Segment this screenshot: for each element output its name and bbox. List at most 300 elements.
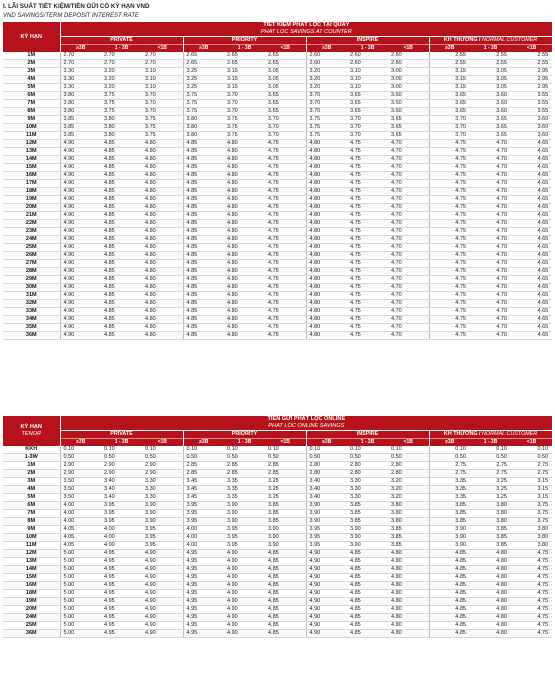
sub-header: ≥3B — [429, 45, 470, 53]
rate-cell: 3.50 — [60, 486, 101, 494]
rate-cell: 4.85 — [101, 332, 142, 340]
rate-cell: 4.75 — [265, 316, 306, 324]
rate-cell: 3.80 — [101, 132, 142, 140]
rate-cell: 3.90 — [224, 502, 265, 510]
rate-cell: 4.90 — [142, 590, 183, 598]
rate-cell: 4.70 — [388, 308, 429, 316]
rate-cell: 4.90 — [60, 276, 101, 284]
sub-header: <1B — [388, 45, 429, 53]
rate-cell: 4.75 — [347, 172, 388, 180]
rate-cell: 4.65 — [511, 324, 552, 332]
rate-cell: 3.25 — [470, 478, 511, 486]
rate-cell: 4.90 — [224, 558, 265, 566]
table-row — [3, 502, 552, 510]
rate-cell: 3.80 — [470, 518, 511, 526]
rate-cell: 2.60 — [306, 60, 347, 68]
rate-cell: 2.90 — [101, 470, 142, 478]
rate-cell: 4.70 — [388, 276, 429, 284]
rate-cell: 4.80 — [224, 212, 265, 220]
rate-cell: 3.55 — [511, 92, 552, 100]
rate-cell: 4.00 — [60, 510, 101, 518]
rate-cell: 4.75 — [429, 332, 470, 340]
rate-cell: 3.25 — [470, 486, 511, 494]
rate-cell: 3.85 — [388, 534, 429, 542]
rate-cell: 4.85 — [101, 148, 142, 156]
table-row — [3, 622, 552, 630]
rate-cell: 4.65 — [511, 284, 552, 292]
rate-cell: 4.90 — [60, 164, 101, 172]
table-row — [3, 244, 552, 252]
term-cell: 11M — [3, 132, 60, 140]
rate-cell: 4.90 — [60, 140, 101, 148]
rate-cell: 4.85 — [183, 148, 224, 156]
term-cell: 15M — [3, 574, 60, 582]
rate-cell: 4.75 — [265, 244, 306, 252]
rate-cell: 4.85 — [429, 622, 470, 630]
page-subtitle: VND SAVINGS/TERM DEPOSIT INTEREST RATE — [3, 13, 139, 19]
rate-cell: 3.35 — [224, 486, 265, 494]
rate-cell: 3.75 — [142, 124, 183, 132]
rate-cell: 4.80 — [306, 332, 347, 340]
term-cell: 4M — [3, 486, 60, 494]
rate-cell: 4.75 — [265, 188, 306, 196]
rate-cell: 3.05 — [265, 84, 306, 92]
group-private: PRIVATE — [60, 37, 183, 45]
rate-cell: 4.00 — [101, 542, 142, 550]
rate-cell: 4.65 — [511, 292, 552, 300]
table-row — [3, 60, 552, 68]
rate-cell: 4.70 — [470, 212, 511, 220]
rate-cell: 4.90 — [142, 598, 183, 606]
rate-cell: 4.70 — [388, 180, 429, 188]
rate-cell: 3.75 — [183, 108, 224, 116]
rate-cell: 4.80 — [142, 284, 183, 292]
term-cell: 24M — [3, 614, 60, 622]
rate-cell: 3.35 — [429, 494, 470, 502]
rate-cell: 3.75 — [183, 92, 224, 100]
rate-cell: 4.65 — [511, 228, 552, 236]
table-row — [3, 614, 552, 622]
rate-cell: 3.60 — [511, 132, 552, 140]
rate-cell: 0.50 — [265, 454, 306, 462]
rate-cell: 3.85 — [470, 534, 511, 542]
rate-cell: 4.85 — [347, 582, 388, 590]
rate-cell: 3.00 — [388, 76, 429, 84]
rate-cell: 4.80 — [142, 244, 183, 252]
rate-cell: 4.95 — [101, 598, 142, 606]
rate-cell: 3.85 — [470, 542, 511, 550]
rate-cell: 4.85 — [101, 292, 142, 300]
rate-cell: 3.70 — [142, 108, 183, 116]
term-cell: 20M — [3, 606, 60, 614]
rate-cell: 3.15 — [224, 84, 265, 92]
rate-cell: 4.70 — [470, 332, 511, 340]
term-cell: 11M — [3, 542, 60, 550]
rate-cell: 3.80 — [511, 534, 552, 542]
rate-cell: 3.75 — [101, 108, 142, 116]
rate-cell: 4.90 — [224, 630, 265, 638]
rate-cell: 4.85 — [347, 550, 388, 558]
rate-cell: 3.70 — [306, 100, 347, 108]
rate-cell: 3.85 — [429, 518, 470, 526]
rate-cell: 4.95 — [101, 614, 142, 622]
rate-cell: 4.90 — [60, 324, 101, 332]
rate-cell: 4.65 — [511, 308, 552, 316]
table-row — [3, 164, 552, 172]
rate-cell: 4.70 — [470, 196, 511, 204]
rate-cell: 4.70 — [470, 236, 511, 244]
rate-cell: 3.90 — [429, 526, 470, 534]
rate-cell: 3.95 — [306, 542, 347, 550]
rate-cell: 4.75 — [347, 300, 388, 308]
rate-cell: 4.85 — [101, 308, 142, 316]
table-row — [3, 172, 552, 180]
rate-cell: 4.85 — [183, 308, 224, 316]
rate-cell: 4.80 — [142, 268, 183, 276]
rate-cell: 3.75 — [224, 124, 265, 132]
rate-cell: 3.60 — [388, 92, 429, 100]
rate-cell: 4.80 — [224, 316, 265, 324]
rate-cell: 4.85 — [183, 332, 224, 340]
table-row — [3, 550, 552, 558]
rate-cell: 4.70 — [470, 252, 511, 260]
rate-cell: 4.65 — [511, 316, 552, 324]
rate-cell: 4.85 — [183, 236, 224, 244]
table-row — [3, 132, 552, 140]
rate-cell: 4.80 — [470, 622, 511, 630]
rate-cell: 4.85 — [183, 204, 224, 212]
table-row — [3, 606, 552, 614]
rate-cell: 3.65 — [470, 132, 511, 140]
rate-cell: 4.75 — [347, 244, 388, 252]
rate-cell: 3.90 — [142, 510, 183, 518]
rate-cell: 3.80 — [101, 116, 142, 124]
sub-header: ≥3B — [183, 439, 224, 447]
rate-cell: 3.75 — [101, 100, 142, 108]
rate-cell: 4.80 — [224, 148, 265, 156]
rate-cell: 4.80 — [388, 606, 429, 614]
term-cell: 22M — [3, 220, 60, 228]
term-cell: 12M — [3, 140, 60, 148]
term-cell: 18M — [3, 188, 60, 196]
rate-cell: 3.25 — [265, 478, 306, 486]
rate-cell: 4.70 — [388, 212, 429, 220]
rate-cell: 4.80 — [470, 614, 511, 622]
rate-cell: 4.90 — [60, 308, 101, 316]
term-cell: 19M — [3, 598, 60, 606]
rate-cell: 4.70 — [388, 204, 429, 212]
rate-cell: 4.80 — [142, 228, 183, 236]
rate-cell: 4.80 — [388, 558, 429, 566]
sub-header: 1 - 3B — [101, 45, 142, 53]
rate-cell: 4.75 — [347, 260, 388, 268]
rate-cell: 3.90 — [429, 542, 470, 550]
rate-cell: 4.80 — [388, 630, 429, 638]
rate-cell: 3.60 — [511, 116, 552, 124]
rate-cell: 3.10 — [347, 76, 388, 84]
rate-cell: 4.85 — [183, 284, 224, 292]
rate-cell: 3.95 — [101, 518, 142, 526]
rate-cell: 2.60 — [347, 52, 388, 60]
rate-cell: 4.80 — [388, 574, 429, 582]
rate-cell: 4.75 — [347, 228, 388, 236]
rate-cell: 4.80 — [142, 180, 183, 188]
rate-cell: 3.95 — [142, 534, 183, 542]
rate-cell: 4.85 — [347, 558, 388, 566]
rate-cell: 4.85 — [429, 598, 470, 606]
table-row — [3, 140, 552, 148]
rate-cell: 0.50 — [306, 454, 347, 462]
rate-cell: 4.90 — [60, 212, 101, 220]
sub-header: ≥3B — [306, 439, 347, 447]
table-row — [3, 494, 552, 502]
table-row — [3, 292, 552, 300]
rate-cell: 3.60 — [470, 92, 511, 100]
rate-cell: 3.25 — [183, 68, 224, 76]
table-title — [60, 416, 552, 431]
rate-cell: 4.85 — [429, 614, 470, 622]
rate-cell: 4.80 — [142, 300, 183, 308]
term-cell: 21M — [3, 212, 60, 220]
rate-cell: 3.90 — [265, 526, 306, 534]
rate-cell: 4.75 — [429, 172, 470, 180]
rate-cell: 4.85 — [183, 188, 224, 196]
rate-cell: 4.85 — [183, 172, 224, 180]
table-row — [3, 228, 552, 236]
table-row — [3, 542, 552, 550]
rate-cell: 4.70 — [388, 188, 429, 196]
rate-cell: 4.70 — [470, 316, 511, 324]
rate-cell: 4.05 — [60, 526, 101, 534]
rate-cell: 4.80 — [470, 606, 511, 614]
rate-cell: 4.75 — [511, 622, 552, 630]
rate-cell: 4.65 — [511, 260, 552, 268]
table-row — [3, 558, 552, 566]
rate-cell: 4.80 — [470, 630, 511, 638]
rate-cell: 3.30 — [60, 68, 101, 76]
rate-cell: 4.00 — [183, 534, 224, 542]
rate-cell: 5.00 — [60, 598, 101, 606]
rate-cell: 4.75 — [265, 148, 306, 156]
rate-cell: 4.80 — [224, 220, 265, 228]
rate-cell: 3.80 — [470, 502, 511, 510]
rate-cell: 4.85 — [429, 630, 470, 638]
term-cell: 27M — [3, 260, 60, 268]
rate-cell: 4.70 — [470, 140, 511, 148]
rate-cell: 4.80 — [224, 228, 265, 236]
rate-cell: 2.60 — [306, 52, 347, 60]
rate-cell: 4.95 — [183, 566, 224, 574]
rate-cell: 2.65 — [183, 60, 224, 68]
rate-cell: 4.90 — [60, 292, 101, 300]
rate-cell: 4.80 — [142, 252, 183, 260]
rate-cell: 4.80 — [224, 292, 265, 300]
rate-cell: 4.85 — [265, 566, 306, 574]
sub-header: <1B — [142, 45, 183, 53]
rate-cell: 4.75 — [265, 228, 306, 236]
rate-cell: 2.65 — [224, 52, 265, 60]
sub-header: 1 - 3B — [224, 439, 265, 447]
rate-cell: 4.70 — [388, 220, 429, 228]
rate-cell: 4.85 — [183, 316, 224, 324]
rate-cell: 4.75 — [511, 630, 552, 638]
rate-cell: 3.20 — [388, 478, 429, 486]
tenor-header-vi: KỲ HẠN — [20, 424, 42, 430]
rate-cell: 3.90 — [429, 534, 470, 542]
rate-cell: 3.40 — [306, 486, 347, 494]
rate-cell: 3.40 — [101, 494, 142, 502]
rate-cell: 0.10 — [265, 446, 306, 454]
rate-cell: 2.85 — [265, 462, 306, 470]
rate-cell: 2.85 — [183, 470, 224, 478]
rate-cell: 3.30 — [347, 494, 388, 502]
rate-cell: 4.80 — [142, 196, 183, 204]
rate-cell: 0.50 — [60, 454, 101, 462]
rate-cell: 4.70 — [388, 284, 429, 292]
sub-header-row — [3, 439, 552, 447]
rate-cell: 4.80 — [142, 188, 183, 196]
rate-cell: 4.80 — [306, 252, 347, 260]
rate-cell: 4.80 — [388, 598, 429, 606]
rate-cell: 4.65 — [511, 204, 552, 212]
rate-cell: 4.85 — [101, 188, 142, 196]
rate-cell: 4.65 — [511, 180, 552, 188]
group-normal — [429, 431, 552, 439]
sub-header: ≥3B — [183, 45, 224, 53]
term-cell: 31M — [3, 292, 60, 300]
term-cell: 1M — [3, 462, 60, 470]
rate-cell: 4.85 — [101, 284, 142, 292]
table-row — [3, 52, 552, 60]
term-cell: 14M — [3, 156, 60, 164]
table-row — [3, 566, 552, 574]
rate-cell: 4.75 — [511, 558, 552, 566]
rate-cell: 4.85 — [265, 550, 306, 558]
rate-cell: 4.70 — [470, 292, 511, 300]
term-cell: 1M — [3, 52, 60, 60]
rate-cell: 4.80 — [470, 550, 511, 558]
rate-cell: 4.95 — [183, 630, 224, 638]
rate-cell: 4.70 — [470, 260, 511, 268]
rate-cell: 4.85 — [265, 582, 306, 590]
term-cell: 5M — [3, 84, 60, 92]
sub-header-row — [3, 45, 552, 53]
rate-cell: 4.85 — [347, 622, 388, 630]
rate-cell: 4.90 — [142, 606, 183, 614]
rate-cell: 4.90 — [224, 614, 265, 622]
term-cell: 1-3W — [3, 454, 60, 462]
rate-cell: 4.75 — [347, 332, 388, 340]
rate-cell: 4.75 — [429, 252, 470, 260]
rate-cell: 5.00 — [60, 630, 101, 638]
rate-cell: 4.85 — [183, 268, 224, 276]
rate-cell: 4.80 — [142, 236, 183, 244]
rate-cell: 3.45 — [183, 494, 224, 502]
rate-cell: 4.70 — [470, 228, 511, 236]
rate-cell: 3.20 — [306, 76, 347, 84]
rate-cell: 4.90 — [306, 550, 347, 558]
rate-cell: 2.85 — [183, 462, 224, 470]
rate-cell: 4.75 — [347, 188, 388, 196]
rate-cell: 0.10 — [60, 446, 101, 454]
rate-cell: 4.75 — [265, 292, 306, 300]
rate-cell: 2.55 — [429, 60, 470, 68]
rate-cell: 5.00 — [60, 566, 101, 574]
term-cell: 3M — [3, 68, 60, 76]
rate-cell: 4.85 — [429, 574, 470, 582]
rate-cell: 3.65 — [265, 92, 306, 100]
online-savings-body — [3, 446, 552, 638]
rate-cell: 4.80 — [306, 228, 347, 236]
rate-cell: 3.25 — [470, 494, 511, 502]
rate-cell: 3.35 — [429, 486, 470, 494]
rate-cell: 3.95 — [101, 502, 142, 510]
rate-cell: 3.70 — [306, 108, 347, 116]
rate-cell: 3.20 — [306, 84, 347, 92]
table-row — [3, 300, 552, 308]
rate-cell: 4.80 — [306, 140, 347, 148]
rate-cell: 3.80 — [511, 526, 552, 534]
rate-cell: 4.00 — [60, 502, 101, 510]
rate-cell: 4.75 — [265, 276, 306, 284]
rate-cell: 4.65 — [511, 252, 552, 260]
rate-cell: 4.75 — [429, 140, 470, 148]
rate-cell: 4.75 — [265, 284, 306, 292]
rate-cell: 3.90 — [224, 518, 265, 526]
table-title — [60, 22, 552, 37]
rate-cell: 4.65 — [511, 140, 552, 148]
table-row — [3, 212, 552, 220]
rate-cell: 4.80 — [306, 156, 347, 164]
term-cell: 13M — [3, 148, 60, 156]
sub-header: <1B — [142, 439, 183, 447]
rate-cell: 4.75 — [265, 324, 306, 332]
rate-cell: 0.50 — [388, 454, 429, 462]
sub-header: ≥3B — [60, 45, 101, 53]
term-cell: 9M — [3, 116, 60, 124]
rate-cell: 4.75 — [429, 204, 470, 212]
rate-cell: 4.90 — [306, 630, 347, 638]
rate-cell: 3.85 — [347, 502, 388, 510]
rate-cell: 4.80 — [470, 558, 511, 566]
rate-cell: 4.75 — [511, 606, 552, 614]
rate-cell: 4.85 — [101, 300, 142, 308]
term-cell: 25M — [3, 244, 60, 252]
rate-cell: 4.90 — [306, 574, 347, 582]
rate-cell: 4.75 — [429, 228, 470, 236]
rate-cell: 4.90 — [60, 148, 101, 156]
rate-cell: 3.05 — [265, 68, 306, 76]
rate-cell: 4.75 — [347, 140, 388, 148]
rate-cell: 3.85 — [388, 542, 429, 550]
rate-cell: 3.20 — [101, 84, 142, 92]
rate-cell: 4.75 — [511, 590, 552, 598]
table-row — [3, 116, 552, 124]
rate-cell: 4.75 — [347, 268, 388, 276]
rate-cell: 0.10 — [142, 446, 183, 454]
rate-cell: 4.85 — [101, 172, 142, 180]
rate-cell: 4.75 — [265, 300, 306, 308]
rate-cell: 2.65 — [265, 60, 306, 68]
rate-cell: 4.65 — [511, 220, 552, 228]
rate-cell: 3.75 — [306, 116, 347, 124]
rate-cell: 4.75 — [347, 308, 388, 316]
rate-cell: 4.70 — [470, 204, 511, 212]
table-row — [3, 84, 552, 92]
rate-cell: 4.95 — [101, 558, 142, 566]
rate-cell: 4.80 — [224, 172, 265, 180]
rate-cell: 3.90 — [265, 542, 306, 550]
